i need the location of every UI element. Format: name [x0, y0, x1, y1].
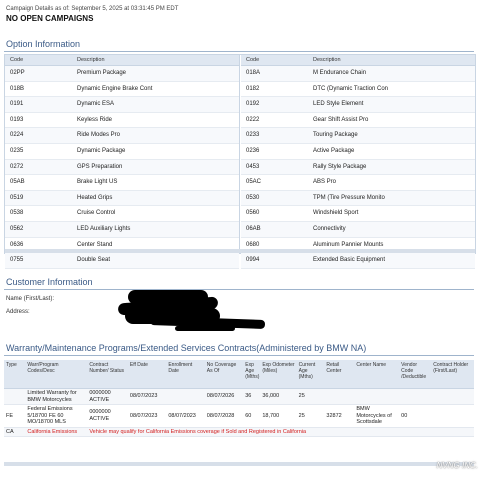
option-description: Ride Modes Pro	[77, 132, 121, 139]
option-description: Double Seat	[77, 257, 111, 264]
warranty-section-header	[4, 342, 474, 356]
option-table-header	[5, 55, 239, 66]
eff-date-cell: 08/07/2023	[128, 389, 166, 405]
option-description: Dynamic Engine Brake Cont	[77, 85, 153, 92]
option-description: Gear Shift Assist Pro	[313, 116, 369, 123]
option-table	[4, 54, 476, 264]
campaign-status: NO OPEN CAMPAIGNS	[6, 14, 94, 23]
retail-center-cell: 32872	[324, 405, 354, 428]
retail-center-cell	[324, 389, 354, 405]
column-header: Enrollment Date	[166, 360, 204, 389]
table-row	[4, 389, 474, 405]
option-code: 0233	[246, 132, 260, 139]
option-section-title: Option Information	[4, 38, 474, 52]
option-code: 0193	[10, 116, 24, 123]
program-cell: Federal Emissions 5/18700 FE 60 MO/18700 MLS	[25, 405, 87, 428]
table-row	[4, 405, 474, 428]
column-header: Center Name	[354, 360, 399, 389]
option-code: 0224	[10, 132, 24, 139]
description-header: Description	[313, 57, 341, 63]
option-description: TPM (Tire Pressure Monito	[313, 194, 385, 201]
option-row	[241, 66, 475, 82]
option-row	[5, 160, 239, 176]
option-description: Active Package	[313, 147, 355, 154]
option-description: GPS Preparation	[77, 163, 123, 170]
column-header: Type	[4, 360, 25, 389]
option-description: LED Style Element	[313, 101, 364, 108]
option-row	[241, 128, 475, 144]
vendor-code-cell: 00	[399, 405, 431, 428]
center-name-cell: BMW Motorcycles of Scottsdale	[354, 405, 399, 428]
option-code: 0530	[246, 194, 260, 201]
campaign-as-of: Campaign Details as of: September 5, 2025 at 03:31:45 PM EDT	[6, 6, 179, 12]
campaign-header	[6, 6, 178, 23]
name-label: Name (First/Last):	[6, 296, 55, 302]
option-code: 0994	[246, 257, 260, 264]
no-coverage-cell: 08/07/2026	[205, 389, 243, 405]
option-code: 018B	[10, 85, 25, 92]
option-row	[5, 113, 239, 129]
code-header: Code	[246, 57, 260, 63]
option-description: Center Stand	[77, 241, 113, 248]
option-row	[241, 97, 475, 113]
option-description: ABS Pro	[313, 179, 337, 186]
contract-cell: 0000000 ACTIVE	[87, 389, 128, 405]
option-code: 0562	[10, 225, 24, 232]
program-cell: Limited Warranty for BMW Motorcycles	[25, 389, 87, 405]
warranty-section-title: Warranty/Maintenance Programs/Extended Services Contracts(Administered by BMW NA)	[4, 342, 474, 356]
option-code: 0453	[246, 163, 260, 170]
option-code: 0222	[246, 116, 260, 123]
option-description: Keyless Ride	[77, 116, 113, 123]
option-description: LED Auxiliary Lights	[77, 225, 131, 232]
option-column-left	[5, 55, 240, 264]
option-row	[241, 144, 475, 160]
contract-cell: 0000000 ACTIVE	[87, 405, 128, 428]
center-name-cell	[354, 389, 399, 405]
option-row	[241, 222, 475, 238]
column-header: Contract Holder (First/Last)	[431, 360, 474, 389]
option-section-header	[4, 38, 474, 52]
exp-age-cell: 60	[243, 405, 260, 428]
option-code: 0636	[10, 241, 24, 248]
option-description: Heated Grips	[77, 194, 113, 201]
option-code: 02PP	[10, 70, 25, 76]
option-row	[5, 82, 239, 98]
type-cell: CA	[4, 427, 25, 437]
warranty-table	[4, 360, 474, 437]
column-header: Warr/Program Codes/Desc	[25, 360, 87, 389]
option-code: 0538	[10, 210, 24, 217]
option-row	[241, 160, 475, 176]
option-row	[5, 206, 239, 222]
option-description: Connectivity	[313, 225, 346, 232]
option-row	[241, 253, 475, 269]
option-code: 0560	[246, 210, 260, 217]
option-code: 0192	[246, 101, 260, 108]
enrollment-date-cell	[166, 389, 204, 405]
option-description: Cruise Control	[77, 210, 116, 217]
option-description: DTC (Dynamic Traction Con	[313, 85, 389, 92]
option-row	[241, 191, 475, 207]
california-note: Vehicle may qualify for California Emissions coverage if Sold and Registered in California	[87, 427, 474, 437]
option-description: M Endurance Chain	[313, 70, 367, 76]
option-code: 0519	[10, 194, 24, 201]
column-header: Contract Number/ Status	[87, 360, 128, 389]
option-description: Brake Light US	[77, 179, 118, 186]
option-description: Rally Style Package	[313, 163, 367, 170]
option-code: 0680	[246, 241, 260, 248]
option-row	[241, 206, 475, 222]
enrollment-date-cell: 08/07/2023	[166, 405, 204, 428]
contract-holder-cell	[431, 389, 474, 405]
option-row	[5, 66, 239, 82]
option-row	[241, 82, 475, 98]
option-code: 05AC	[246, 179, 262, 186]
customer-section-title: Customer Information	[4, 276, 474, 290]
option-description: Dynamic ESA	[77, 101, 115, 108]
code-header: Code	[10, 57, 24, 63]
option-code: 018A	[246, 70, 261, 76]
description-header: Description	[77, 57, 105, 63]
column-header: Retail Center	[324, 360, 354, 389]
contract-holder-cell	[431, 405, 474, 428]
option-row	[5, 144, 239, 160]
option-row	[5, 191, 239, 207]
option-description: Aluminum Pannier Mounts	[313, 241, 384, 248]
exp-odometer-cell: 36,000	[260, 389, 296, 405]
program-cell: California Emissions	[25, 427, 87, 437]
table-row	[4, 427, 474, 437]
option-row	[241, 175, 475, 191]
customer-section-header	[4, 276, 474, 290]
option-table-footer	[5, 249, 475, 253]
vendor-code-cell	[399, 389, 431, 405]
option-row	[5, 222, 239, 238]
option-code: 0191	[10, 101, 24, 108]
option-description: Windshield Sport	[313, 210, 359, 217]
column-header: Current Age (Mths)	[297, 360, 325, 389]
option-description: Dynamic Package	[77, 147, 126, 154]
column-header: No Coverage As Of	[205, 360, 243, 389]
exp-age-cell: 36	[243, 389, 260, 405]
type-cell	[4, 389, 25, 405]
address-label: Address:	[6, 309, 30, 315]
option-code: 0235	[10, 147, 24, 154]
option-row	[5, 97, 239, 113]
option-code: 05AB	[10, 179, 25, 186]
option-code: 0755	[10, 257, 24, 264]
option-code: 0272	[10, 163, 24, 170]
column-header: Eff Date	[128, 360, 166, 389]
option-row	[5, 253, 239, 269]
option-description: Extended Basic Equipment	[313, 257, 386, 264]
option-row	[5, 128, 239, 144]
column-header: Exp Age (Mths)	[243, 360, 260, 389]
option-column-right	[241, 55, 475, 264]
column-header: Vendor Code /Deductible	[399, 360, 431, 389]
option-description: Premium Package	[77, 70, 127, 76]
no-coverage-cell: 08/07/2028	[205, 405, 243, 428]
option-description: Touring Package	[313, 132, 358, 139]
type-cell: FE	[4, 405, 25, 428]
option-code: 0182	[246, 85, 260, 92]
column-header: Exp Odometer (Miles)	[260, 360, 296, 389]
current-age-cell: 25	[297, 389, 325, 405]
option-row	[241, 113, 475, 129]
option-row	[5, 175, 239, 191]
warranty-table-footer	[4, 462, 474, 466]
exp-odometer-cell: 18,700	[260, 405, 296, 428]
watermark: NVNG INC.	[436, 461, 478, 470]
current-age-cell: 25	[297, 405, 325, 428]
option-code: 06AB	[246, 225, 261, 232]
eff-date-cell: 08/07/2023	[128, 405, 166, 428]
option-table-header	[241, 55, 475, 66]
option-code: 0236	[246, 147, 260, 154]
warranty-header-row	[4, 360, 474, 389]
